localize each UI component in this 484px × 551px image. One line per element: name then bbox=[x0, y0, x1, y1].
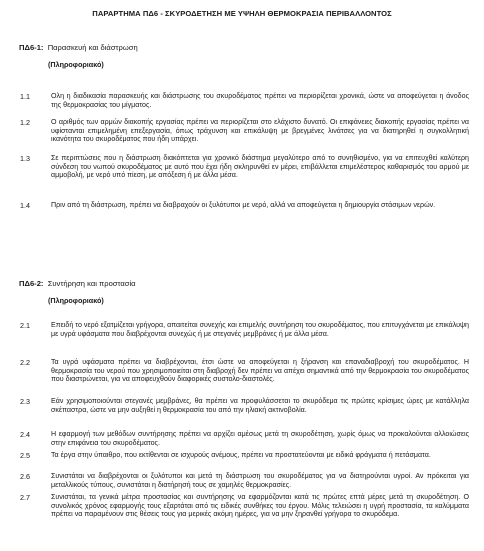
page-title: ΠΑΡΑΡΤΗΜΑ ΠΔ6 - ΣΚΥΡΟΔΕΤΗΣΗ ΜΕ ΥΨΗΛΗ ΘΕΡΜΟΚΡΑΣΙΑ ΠΕΡΙΒΑΛΛΟΝΤΟΣ bbox=[92, 9, 392, 18]
clause-text: Ο αριθμός των αρμών διακοπής εργασίας πρέπει να περιορίζεται στο ελάχιστο δυνατό. Οι επιφάνειες διακοπής εργασίας πρέπει να υφίστανται επιμελημένη επεξεργασία, όπως τράχυνση και επικάλυψη με βρεγμένες λινάτσες για να διατηρηθεί η συγκολλητική ικανότητα του σκυροδέματος που ήδη υπάρχει. bbox=[51, 118, 469, 144]
clause-number: 2.4 bbox=[20, 430, 30, 439]
clause-text: Σε περιπτώσεις που η διάστρωση διακόπτεται για χρονικό διάστημα μεγαλύτερο από το συνηθισμένο, για να επιτευχθεί καλύτερη σύνδεση του νωπού σκυροδέματος με αυτό που έχει ήδη σκληρυνθεί εν μέρει, επιβάλλεται επιμελέστερος καθαρισμός του αρμού με αμμοβολή, με νερό υπό πίεση, με απόξεση ή με άλλα μέσα. bbox=[51, 154, 469, 180]
clause-text: Εάν χρησιμοποιούνται στεγανές μεμβράνες, θα πρέπει να προφυλάσσεται το σκυρόδεμα τις πρώτες κρίσιμες ώρες με κατάλληλα σκέπαστρα, ώστε να μην αυξηθεί η θερμοκρασία του από την ηλιακή ακτινοβολία. bbox=[51, 397, 469, 414]
clause-text: Τα έργα στην ύπαιθρο, που εκτίθενται σε ισχυρούς ανέμους, πρέπει να προστατεύονται με ειδικά φράγματα ή πετάσματα. bbox=[51, 451, 431, 459]
section-heading bbox=[19, 279, 136, 288]
section-title: Συντήρηση και προστασία bbox=[47, 279, 136, 288]
clause-number: 1.2 bbox=[20, 118, 30, 127]
clause-text: Επειδή το νερό εξατμίζεται γρήγορα, απαιτείται συνεχής και επιμελής συντήρηση του σκυροδέματος, που επιτυγχάνεται με επικάλυψη με υγρά υφάσματα που διαβρέχονται συνεχώς ή με στεγανές μεμβράνες ή με άλλα μέσα. bbox=[51, 321, 469, 338]
informative-label: (Πληροφοριακό) bbox=[48, 60, 104, 69]
section-heading bbox=[19, 43, 138, 52]
section-title: Παρασκευή και διάστρωση bbox=[47, 43, 138, 52]
clause-number: 2.2 bbox=[20, 358, 30, 367]
clause-text: Η εφαρμογή των μεθόδων συντήρησης πρέπει να αρχίζει αμέσως μετά τη σκυροδέτηση, χωρίς όμως να προκαλούνται αλλοιώσεις στην επιφάνεια του σκυροδέματος. bbox=[51, 430, 469, 447]
clause-text: Τα υγρά υφάσματα πρέπει να διαβρέχονται, έτσι ώστε να αποφεύγεται η ξήρανση και επαναδιαβροχή του σκυροδέματος. Η θερμοκρασία του νερού που χρησιμοποιείται στη διαβροχή δεν πρέπει να απέχει σημαντικά από την θερμοκρασία του σκυροδέματος που διαστρώνεται, για να αποφευχθούν διαφορικές συστολο-διαστολές. bbox=[51, 358, 469, 384]
section-code: ΠΔ6-1: bbox=[19, 43, 44, 52]
clause-number: 1.4 bbox=[20, 201, 30, 210]
clause-number: 1.3 bbox=[20, 154, 30, 163]
clause-text: Πριν από τη διάστρωση, πρέπει να διαβραχούν οι ξυλότυποι με νερό, αλλά να αποφεύγεται η δημιουργία στάσιμων νερών. bbox=[51, 201, 436, 209]
clause-number: 2.1 bbox=[20, 321, 30, 330]
informative-label: (Πληροφοριακό) bbox=[48, 296, 104, 305]
clause-text: Συνιστάται, τα γενικά μέτρα προστασίας και συντήρησης να εφαρμόζονται κατά τις πρώτες επτά μέρες μετά τη σκυροδέτηση. Ο συνολικός χρόνος εφαρμογής τους εξαρτάται από τις ειδικές συνθήκες του έργου. Μόλις τελειώσει η υγρή προστασία, τα καλύμματα πρέπει να παραμένουν στις θέσεις τους για μερικές ακόμη ημέρες, για να μην ξηρανθεί γρήγορα το σκυρόδεμα. bbox=[51, 493, 469, 519]
clause-text: Συνιστάται να διαβρέχονται οι ξυλότυποι και μετά τη διάστρωση του σκυροδέματος για να διατηρούνται υγροί. Αν πρόκειται για μεταλλικούς τύπους, συνιστάται η διατήρησή τους σε χαμηλές θερμοκρασίες. bbox=[51, 472, 469, 489]
clause-number: 2.3 bbox=[20, 397, 30, 406]
clause-number: 1.1 bbox=[20, 92, 30, 101]
clause-text: Ολη η διαδικασία παρασκευής και διάστρωσης του σκυροδέματος πρέπει να περιορίζεται χρονικά, ώστε να αποφεύγεται η άνοδος της θερμοκρασίας του μίγματος. bbox=[51, 92, 469, 109]
clause-number: 2.7 bbox=[20, 493, 30, 502]
section-code: ΠΔ6-2: bbox=[19, 279, 44, 288]
clause-number: 2.5 bbox=[20, 451, 30, 460]
clause-number: 2.6 bbox=[20, 472, 30, 481]
